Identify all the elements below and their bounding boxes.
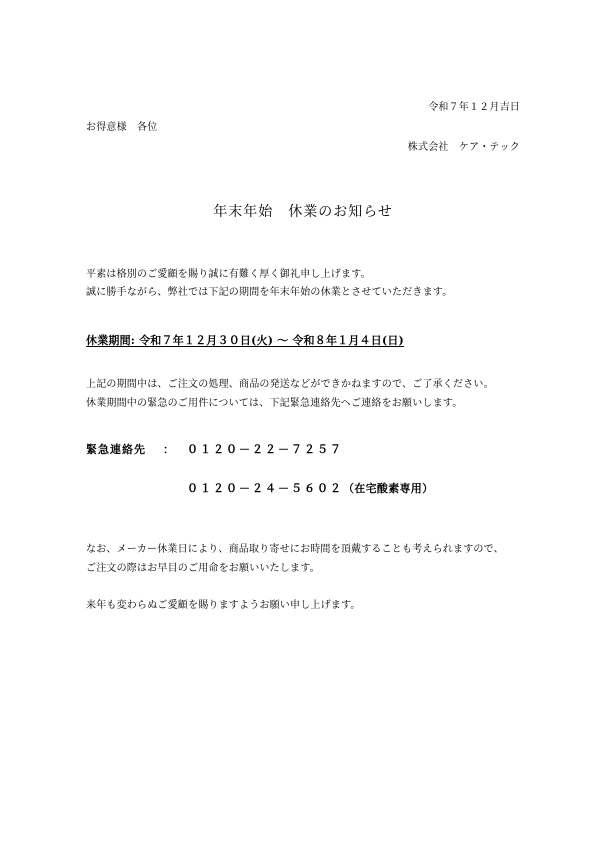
emergency-phone-2: ０１２０－２４－５６０２	[187, 482, 343, 495]
emergency-phone-1: ０１２０－２２－７２５７	[187, 443, 343, 456]
notice-line-1: 上記の期間中は、ご注文の処理、商品の発送などができかねますので、ご了承ください。	[86, 379, 494, 390]
recipient-line: お得意様 各位	[86, 122, 158, 133]
greeting-line-1: 平素は格別のご愛顧を賜り誠に有難く厚く御礼申し上げます。	[86, 269, 371, 280]
company-name: 株式会社 ケア・テック	[407, 142, 520, 153]
issue-date: 令和７年１２月吉日	[428, 102, 520, 113]
emergency-phone-2-row	[187, 481, 433, 496]
emergency-phone-2-note: （在宅酸素専用）	[343, 482, 434, 495]
emergency-contact-colon: ：	[163, 443, 175, 456]
emergency-contact-label: 緊急連絡先	[86, 443, 146, 456]
greeting-line-2: 誠に勝手ながら、弊社では下記の期間を年末年始の休業とさせていただきます。	[86, 287, 453, 298]
additional-note-line-2: ご注文の際はお早目のご用命をお願いいたします。	[86, 563, 320, 574]
additional-note-line-1: なお、メーカー休業日により、商品取り寄せにお時間を頂戴することも考えられますので、	[86, 544, 504, 555]
notice-title: 年末年始 休業のお知らせ	[213, 204, 393, 220]
closing-line: 来年も変わらぬご愛顧を賜りますようお願い申し上げます。	[86, 600, 361, 611]
closure-period: 休業期間: 令和７年１２月３０日(火) ～ 令和８年１月４日(日)	[86, 334, 404, 347]
notice-line-2: 休業期間中の緊急のご用件については、下記緊急連絡先へご連絡をお願いします。	[86, 398, 463, 409]
